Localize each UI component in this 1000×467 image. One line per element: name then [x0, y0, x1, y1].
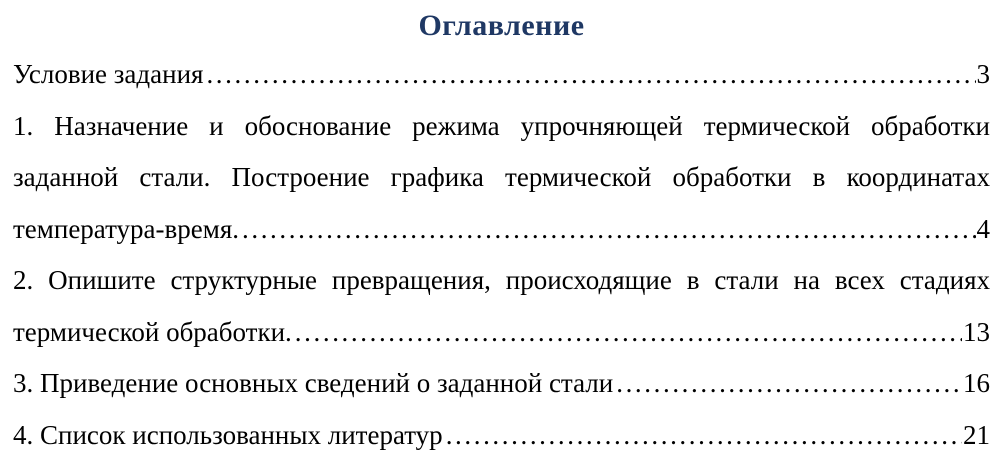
toc-entry[interactable]: [13, 255, 990, 358]
toc-entry-text: заданной стали. Построение графика термической обработки в координатах: [13, 162, 990, 192]
toc-page-number: 3: [976, 59, 990, 89]
toc-entry-text: термической обработки.: [13, 316, 292, 347]
toc-entry-line: [13, 204, 990, 256]
dot-leader: [239, 204, 976, 256]
dot-leader: [292, 307, 962, 359]
toc-title: Оглавление: [418, 9, 585, 42]
toc-entry-line: [13, 255, 990, 307]
toc-entry-text: 1. Назначение и обоснование режима упрочняющей термической обработки: [13, 110, 990, 141]
toc-list: [13, 49, 990, 461]
toc-page-number: 16: [963, 368, 990, 398]
toc-entry-text: 4. Список использованных литератур: [13, 419, 443, 450]
dot-leader: [203, 49, 975, 101]
toc-entry[interactable]: [13, 101, 990, 256]
toc-entry-line: [13, 307, 990, 359]
toc-entry-line: [13, 49, 990, 101]
toc-entry-text: температура-время.: [13, 213, 239, 244]
toc-entry[interactable]: [13, 410, 990, 462]
dot-leader: [613, 358, 962, 410]
toc-entry-line: [13, 410, 990, 462]
toc-entry-line: [13, 101, 990, 153]
toc-entry-text: 3. Приведение основных сведений о заданной стали: [13, 368, 614, 398]
toc-entry-line: [13, 152, 990, 204]
toc-entry-text: 2. Опишите структурные превращения, происходящие в стали на всех стадиях: [13, 265, 990, 295]
toc-page-number: 13: [963, 316, 990, 347]
dot-leader: [443, 410, 962, 462]
toc-entry-text: Условие задания: [13, 59, 204, 89]
toc-entry[interactable]: [13, 358, 990, 410]
toc-page-number: 21: [963, 419, 990, 450]
toc-page-number: 4: [976, 213, 990, 244]
toc-entry-line: [13, 358, 990, 410]
toc-entry[interactable]: [13, 49, 990, 101]
